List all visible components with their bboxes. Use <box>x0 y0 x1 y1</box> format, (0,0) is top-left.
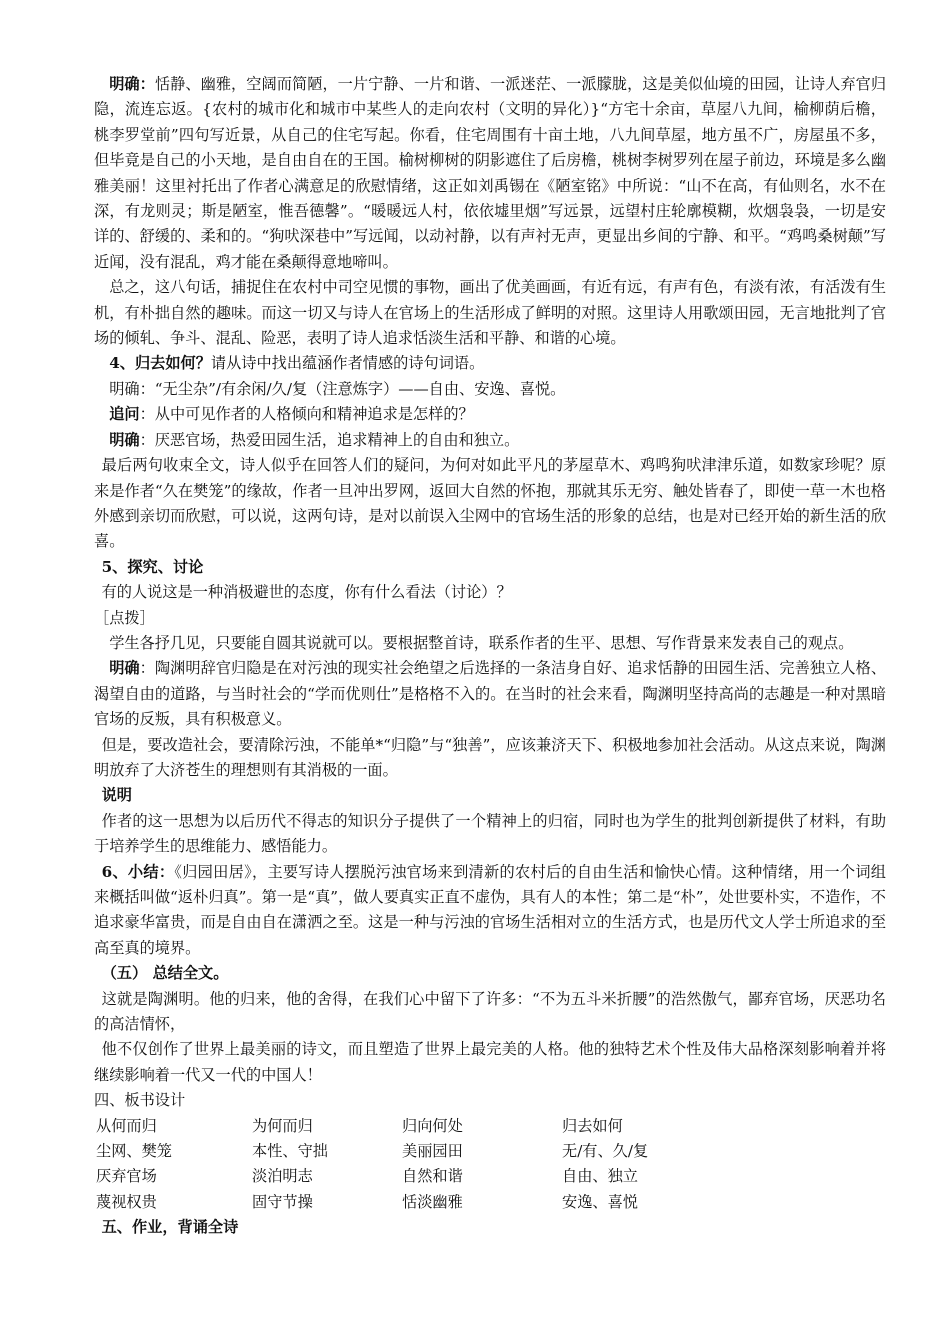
heading-five-summary: （五） 总结全文。 <box>101 964 229 983</box>
board-cell: 安逸、喜悦 <box>562 1192 638 1211</box>
board-cell: 淡泊明志 <box>252 1167 313 1186</box>
follow-up-question <box>94 402 886 427</box>
board-cell: 固守节操 <box>252 1192 313 1211</box>
question-4-heading: 4、归去如何？ <box>109 354 211 373</box>
label-mingque: 明确 <box>109 430 140 449</box>
board-cell: 美丽园田 <box>402 1142 463 1161</box>
paragraph-explanation: 作者的这一思想为以后历代不得志的知识分子提供了一个精神上的归宿，同时也为学生的批判创新提供了材料，有助于培养学生的思维能力、感悟能力。 <box>94 811 886 856</box>
board-design-table <box>96 1114 886 1216</box>
board-cell: 归去如何 <box>562 1116 623 1135</box>
question-4-text: 请从诗中找出蕴涵作者情感的诗句词语。 <box>210 354 485 373</box>
paragraph-however: 但是，要改造社会，要清除污浊，不能单*“归隐”与“独善”，应该兼济天下、积极地参加社会活动。从这点来说，陶渊明放弃了大济苍生的理想则有其消极的一面。 <box>94 735 886 779</box>
heading-explanation: 说明 <box>101 786 132 805</box>
heading-5-discussion: 5、探究、讨论 <box>101 557 204 576</box>
paragraph-tao-yuanming: 这就是陶渊明。他的归来，他的舍得，在我们心中留下了许多：“不为五斗米折腰”的浩然傲气，鄙弃官场，厌恶功名的高洁情怀， <box>94 989 886 1034</box>
paragraph-mingque-2 <box>94 656 886 732</box>
paragraph-conclusion: 最后两句收束全文，诗人似乎在回答人们的疑问，为何对如此平凡的茅屋草木、鸡鸣狗吠津津乐道，如数家珍呢？原来是作者“久在樊笼”的缘故，作者一旦冲出罗网，返回大自然的怀抱，那就其乐无穷、触处皆春了，即使一草一木也格外感到亲切而欣慰，可以说，这两句诗，是对以前误入尘网中的官场生活的形象的总结，也是对已经开始的新生活的欣喜。 <box>94 456 886 551</box>
heading-board-design: 四、板书设计 <box>94 1091 186 1110</box>
paragraph-text: ：陶渊明辞官归隐是在对污浊的现实社会绝望之后选择的一条洁身自好、追求恬静的田园生活、完善独立人格、渴望自由的道路，与当时社会的“学而优则仕”是格格不入的。在当时的社会来看，陶渊明坚持高尚的志趣是一种对黑暗官场的反叛，具有积极意义。 <box>94 659 887 729</box>
label-mingque: 明确： <box>109 75 155 93</box>
follow-up-text: ：从中可见作者的人格倾向和精神追求是怎样的？ <box>139 405 474 424</box>
board-cell: 蔑视权贵 <box>96 1192 157 1211</box>
document-page <box>94 72 886 1241</box>
label-mingque: 明确 <box>109 659 140 678</box>
board-cell: 自然和谐 <box>402 1167 463 1186</box>
heading-6-summary: 6、小结： <box>101 862 175 881</box>
paragraph-mingque-1 <box>94 72 886 275</box>
follow-up-answer <box>94 428 886 453</box>
follow-up-answer-text: ：厌恶官场，热爱田园生活，追求精神上的自由和独立。 <box>139 430 520 449</box>
paragraph-summary: 总之，这八句话，捕捉住在农村中司空见惯的事物，画出了优美画画，有近有远，有声有色，有淡有浓，有活泼有生机，有朴拙自然的趣味。而这一切又与诗人在官场上的生活形成了鲜明的对照。这里诗人用歌颂田园，无言地批判了官场的倾轧、争斗、混乱、险恶，表明了诗人追求恬淡生活和平静、和谐的心境。 <box>94 278 886 348</box>
board-cell: 归向何处 <box>402 1116 463 1135</box>
board-cell: 从何而归 <box>96 1116 157 1135</box>
paragraph-legacy: 他不仅创作了世界上最美丽的诗文，而且塑造了世界上最完美的人格。他的独特艺术个性及伟大品格深刻影响着并将继续影响着一代又一代的中国人！ <box>94 1040 886 1084</box>
paragraph-text: 恬静、幽雅，空阔而简陋，一片宁静、一片和谐、一派迷茫、一派朦胧，这是美似仙境的田园，让诗人弃官归隐，流连忘返。{农村的城市化和城市中某些人的走向农村（文明的异化）}“方宅十余亩，草屋八九间，榆柳荫后檐，桃李罗堂前”四句写近景，从自己的住宅写起。你看，住宅周围有十亩土地，八九间草屋，地方虽不广，房屋虽不多，但毕竟是自己的小天地，是自由自在的王国。榆树柳树的阴影遮住了后房檐，桃树李树罗列在屋子前边，环境是多么幽雅美丽！这里衬托出了作者心满意足的欣慰情绪，这正如刘禹锡在《陋室铭》中所说：“山不在高，有仙则名，水不在深，有龙则灵；斯是陋室，惟吾德馨”。“暖暖远人村，依依墟里烟”写远景，远望村庄轮廓模糊，炊烟袅袅，一切是安详的、舒缓的、柔和的。“狗吠深巷中”写远闻，以动衬静，以有声衬无声，更显出乡间的宁静、和平。“鸡鸣桑树颠”写近闻，没有混乱，鸡才能在桑颠得意地啼叫。 <box>94 75 887 271</box>
board-cell: 厌弃官场 <box>96 1167 157 1186</box>
board-cell: 自由、独立 <box>562 1167 638 1186</box>
board-cell: 本性、守拙 <box>252 1142 328 1161</box>
paragraph-summary-6 <box>94 860 886 962</box>
label-zhuiwen: 追问 <box>109 405 140 424</box>
paragraph-text: 《归园田居》，主要写诗人摆脱污浊官场来到清新的农村后的自由生活和愉快心情。这种情绪，用一个词组来概括叫做“返朴归真”。第一是“真”，做人要真实正直不虚伪，具有人的本性；第二是“朴”，处世要朴实，不造作，不追求豪华富贵，而是自由自在潇洒之至。这是一种与污浊的官场生活相对立的生活方式，也是历代文人学士所追求的至高至真的境界。 <box>94 862 886 957</box>
answer-4: 明确：“无尘杂”/有余闲/久/复（注意炼字）——自由、安逸、喜悦。 <box>109 379 566 398</box>
discussion-question: 有的人说这是一种消极避世的态度，你有什么看法（讨论）？ <box>101 583 512 602</box>
board-cell: 恬淡幽雅 <box>402 1192 463 1211</box>
question-4 <box>94 351 886 376</box>
board-cell: 尘网、樊笼 <box>96 1142 172 1161</box>
heading-homework: 五、作业，背诵全诗 <box>101 1218 239 1237</box>
label-dianbo: ［点拨］ <box>94 608 155 627</box>
paragraph-guidance: 学生各抒几见，只要能自圆其说就可以。要根据整首诗，联系作者的生平、思想、写作背景来发表自己的观点。 <box>109 633 854 652</box>
board-cell: 为何而归 <box>252 1116 313 1135</box>
board-cell: 无/有、久/复 <box>562 1142 649 1161</box>
